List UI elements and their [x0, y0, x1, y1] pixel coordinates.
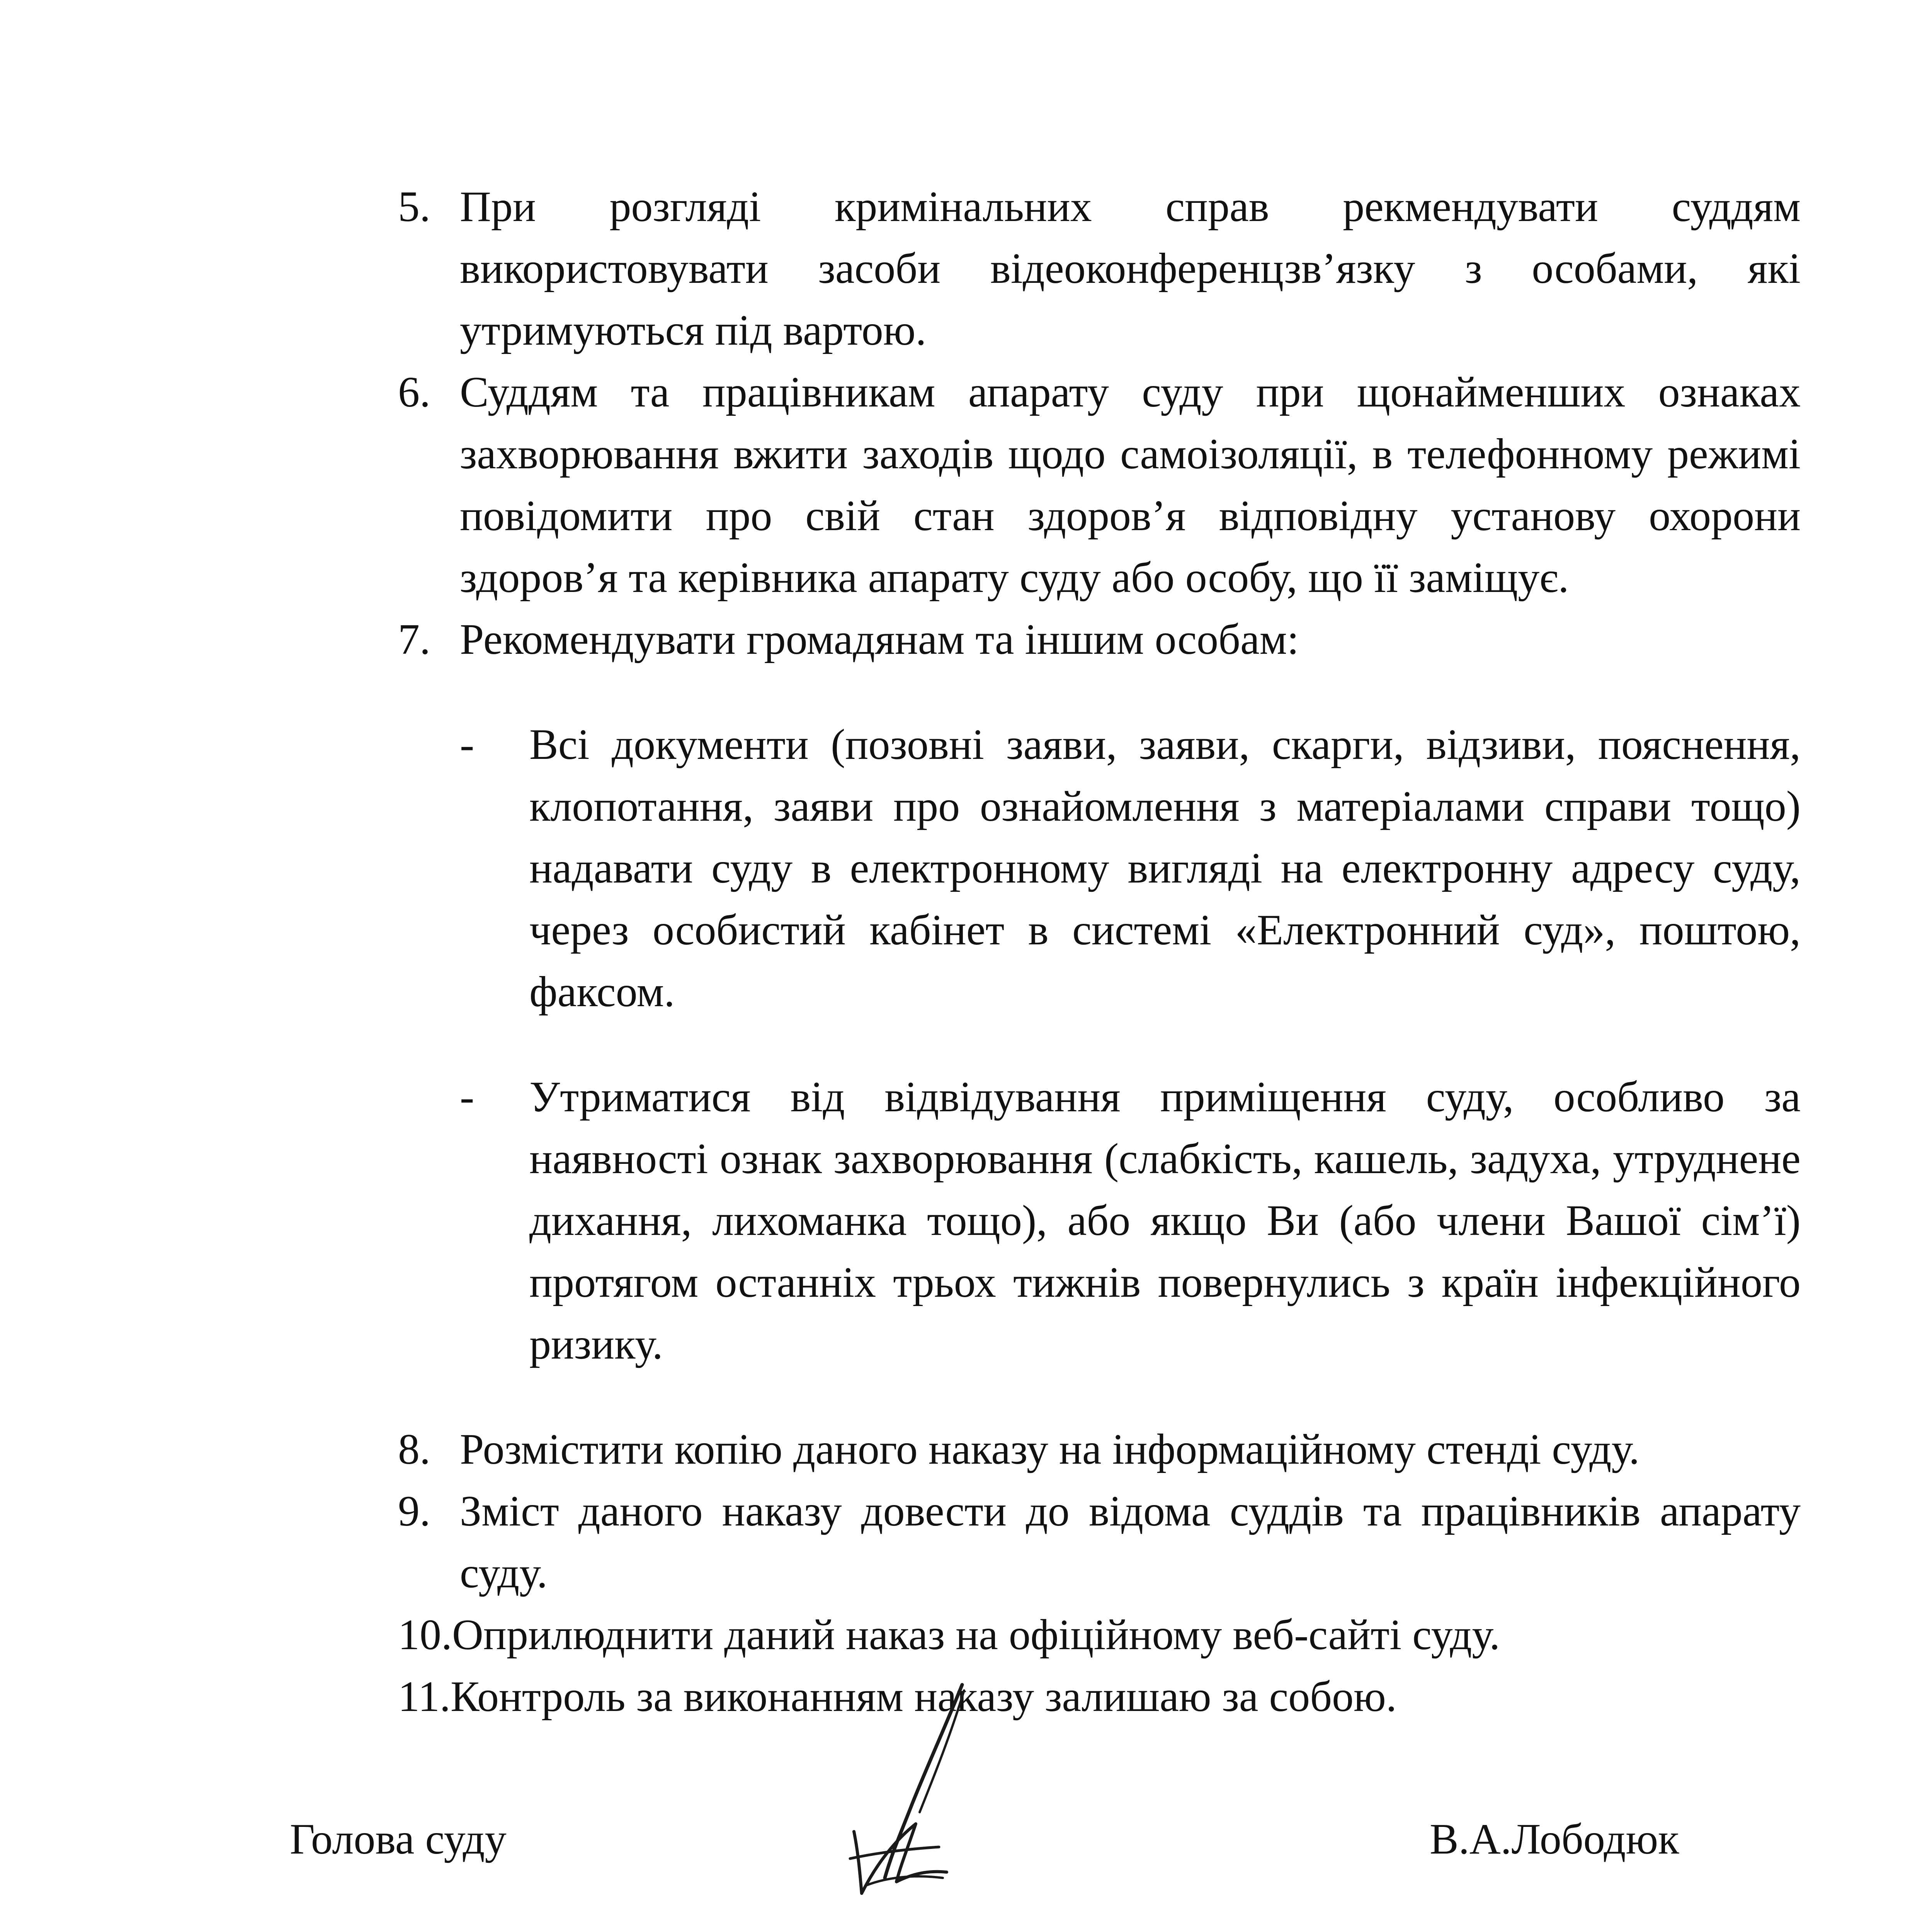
item-text: Рекомендувати громадянам та іншим особам: — [460, 616, 1299, 663]
signatory-title: Голова суду — [290, 1815, 507, 1863]
list-item-8 — [398, 1418, 1801, 1480]
list-item-7 — [398, 609, 1801, 1375]
item-number: 8. — [398, 1425, 430, 1473]
sublist-item-visiting — [460, 1066, 1801, 1375]
item-number: 10. — [398, 1611, 452, 1659]
order-items-list — [398, 176, 1801, 1728]
sublist-item-documents — [460, 714, 1801, 1023]
item-text: Зміст даного наказу довести до відома суддів та працівників апарату суду. — [460, 1487, 1801, 1597]
item-number: 6. — [398, 368, 430, 416]
item-text: При розгляді кримінальних справ рекмендувати суддям використовувати засоби відеоконференцзв’язку з особами, які утримуються під вартою. — [460, 183, 1801, 354]
sublist-item-text: Утриматися від відвідування приміщення суду, особливо за наявності ознак захворювання (слабкість, кашель, задуха, утруднене дихання, лихоманка тощо), або якщо Ви (або члени Вашої сім’ї) протягом останніх трьох тижнів повернулись з країн інфекційного ризику. — [529, 1073, 1801, 1368]
list-item-11 — [398, 1666, 1801, 1728]
recommendations-sublist — [460, 714, 1801, 1375]
item-number: 5. — [398, 183, 430, 231]
item-number: 9. — [398, 1487, 430, 1535]
list-item-5 — [398, 176, 1801, 361]
item-text: Суддям та працівникам апарату суду при щонайменших ознаках захворювання вжити заходів щодо самоізоляції, в телефонному режимі повідомити про свій стан здоров’я відповідну установу охорони здоров’я та керівника апарату суду або особу, що її заміщує. — [460, 368, 1801, 602]
signatory-name: В.А.Лободюк — [1430, 1815, 1679, 1863]
item-text: Розмістити копію даного наказу на інформаційному стенді суду. — [460, 1425, 1640, 1473]
item-number: 11. — [398, 1673, 451, 1721]
item-text: Оприлюднити даний наказ на офіційному веб-сайті суду. — [452, 1611, 1500, 1659]
sublist-item-text: Всі документи (позовні заяви, заяви, скарги, відзиви, пояснення, клопотання, заяви про ознайомлення з матеріалами справи тощо) надавати суду в електронному вигляді на електронну адресу суду, через особистий кабінет в системі «Електронний суд», поштою, факсом. — [529, 721, 1801, 1016]
item-text: Контроль за виконанням наказу залишаю за собою. — [450, 1673, 1397, 1721]
item-number: 7. — [398, 616, 430, 663]
list-item-10 — [398, 1604, 1801, 1666]
dash-marker: - — [460, 1073, 474, 1121]
dash-marker: - — [460, 721, 474, 769]
signature-block — [0, 1785, 1932, 1901]
list-item-6 — [398, 361, 1801, 609]
handwritten-signature — [831, 1677, 1005, 1909]
list-item-9 — [398, 1480, 1801, 1604]
